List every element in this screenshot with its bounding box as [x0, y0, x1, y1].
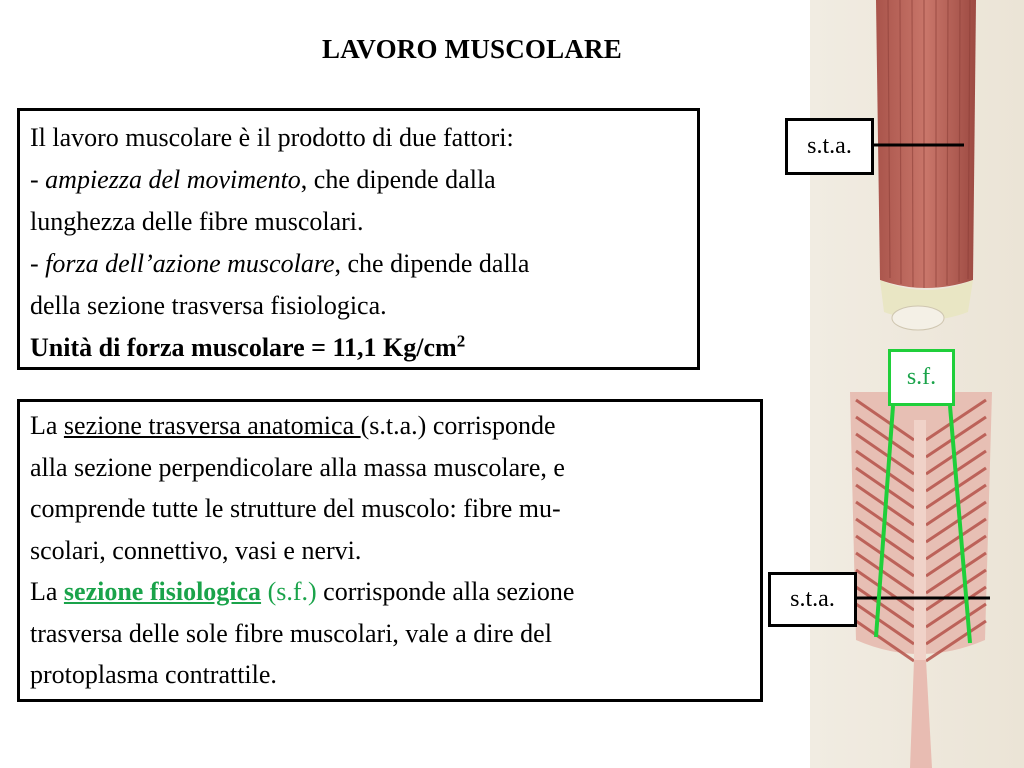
slide-title: LAVORO MUSCOLARE — [322, 34, 622, 64]
text-line: trasversa delle sole fibre muscolari, vale a dire del — [30, 618, 552, 648]
definition-box-sections — [17, 399, 763, 702]
abbr-sf: (s.f.) — [261, 577, 317, 606]
text-line: scolari, connettivo, vasi e nervi. — [30, 535, 362, 565]
text-line: La sezione fisiologica (s.f.) corrisponde alla sezione — [30, 577, 575, 606]
text-line: - forza dell’azione muscolare, che dipende dalla — [30, 249, 530, 278]
text-line: Il lavoro muscolare è il prodotto di due fattori: — [30, 123, 514, 152]
label-sf: s.f. — [888, 349, 955, 406]
term-ampiezza: ampiezza del movimento — [45, 165, 301, 194]
text-line: - ampiezza del movimento, che dipende dalla — [30, 165, 496, 194]
term-sta: sezione trasversa anatomica — [63, 411, 361, 440]
force-unit-line: Unità di forza muscolare = 11,1 $Kg/cm^2$ — [30, 331, 466, 362]
term-sf: sezione fisiologica — [63, 577, 262, 606]
term-forza: forza dell’azione muscolare — [45, 249, 335, 278]
text-line: comprende tutte le strutture del muscolo: fibre mu- — [30, 494, 561, 523]
label-sta-bottom: s.t.a. — [768, 572, 857, 627]
text-line: alla sezione perpendicolare alla massa muscolare, e — [30, 452, 565, 482]
text-line: lunghezza delle fibre muscolari. — [30, 207, 364, 236]
text-line: protoplasma contrattile. — [30, 660, 277, 689]
label-sta-top: s.t.a. — [785, 118, 874, 175]
definition-box-work — [17, 108, 700, 370]
text-line: della sezione trasversa fisiologica. — [30, 291, 387, 320]
fusiform-muscle — [876, 0, 976, 330]
text-line: La sezione trasversa anatomica (s.t.a.) corrisponde — [30, 411, 556, 440]
